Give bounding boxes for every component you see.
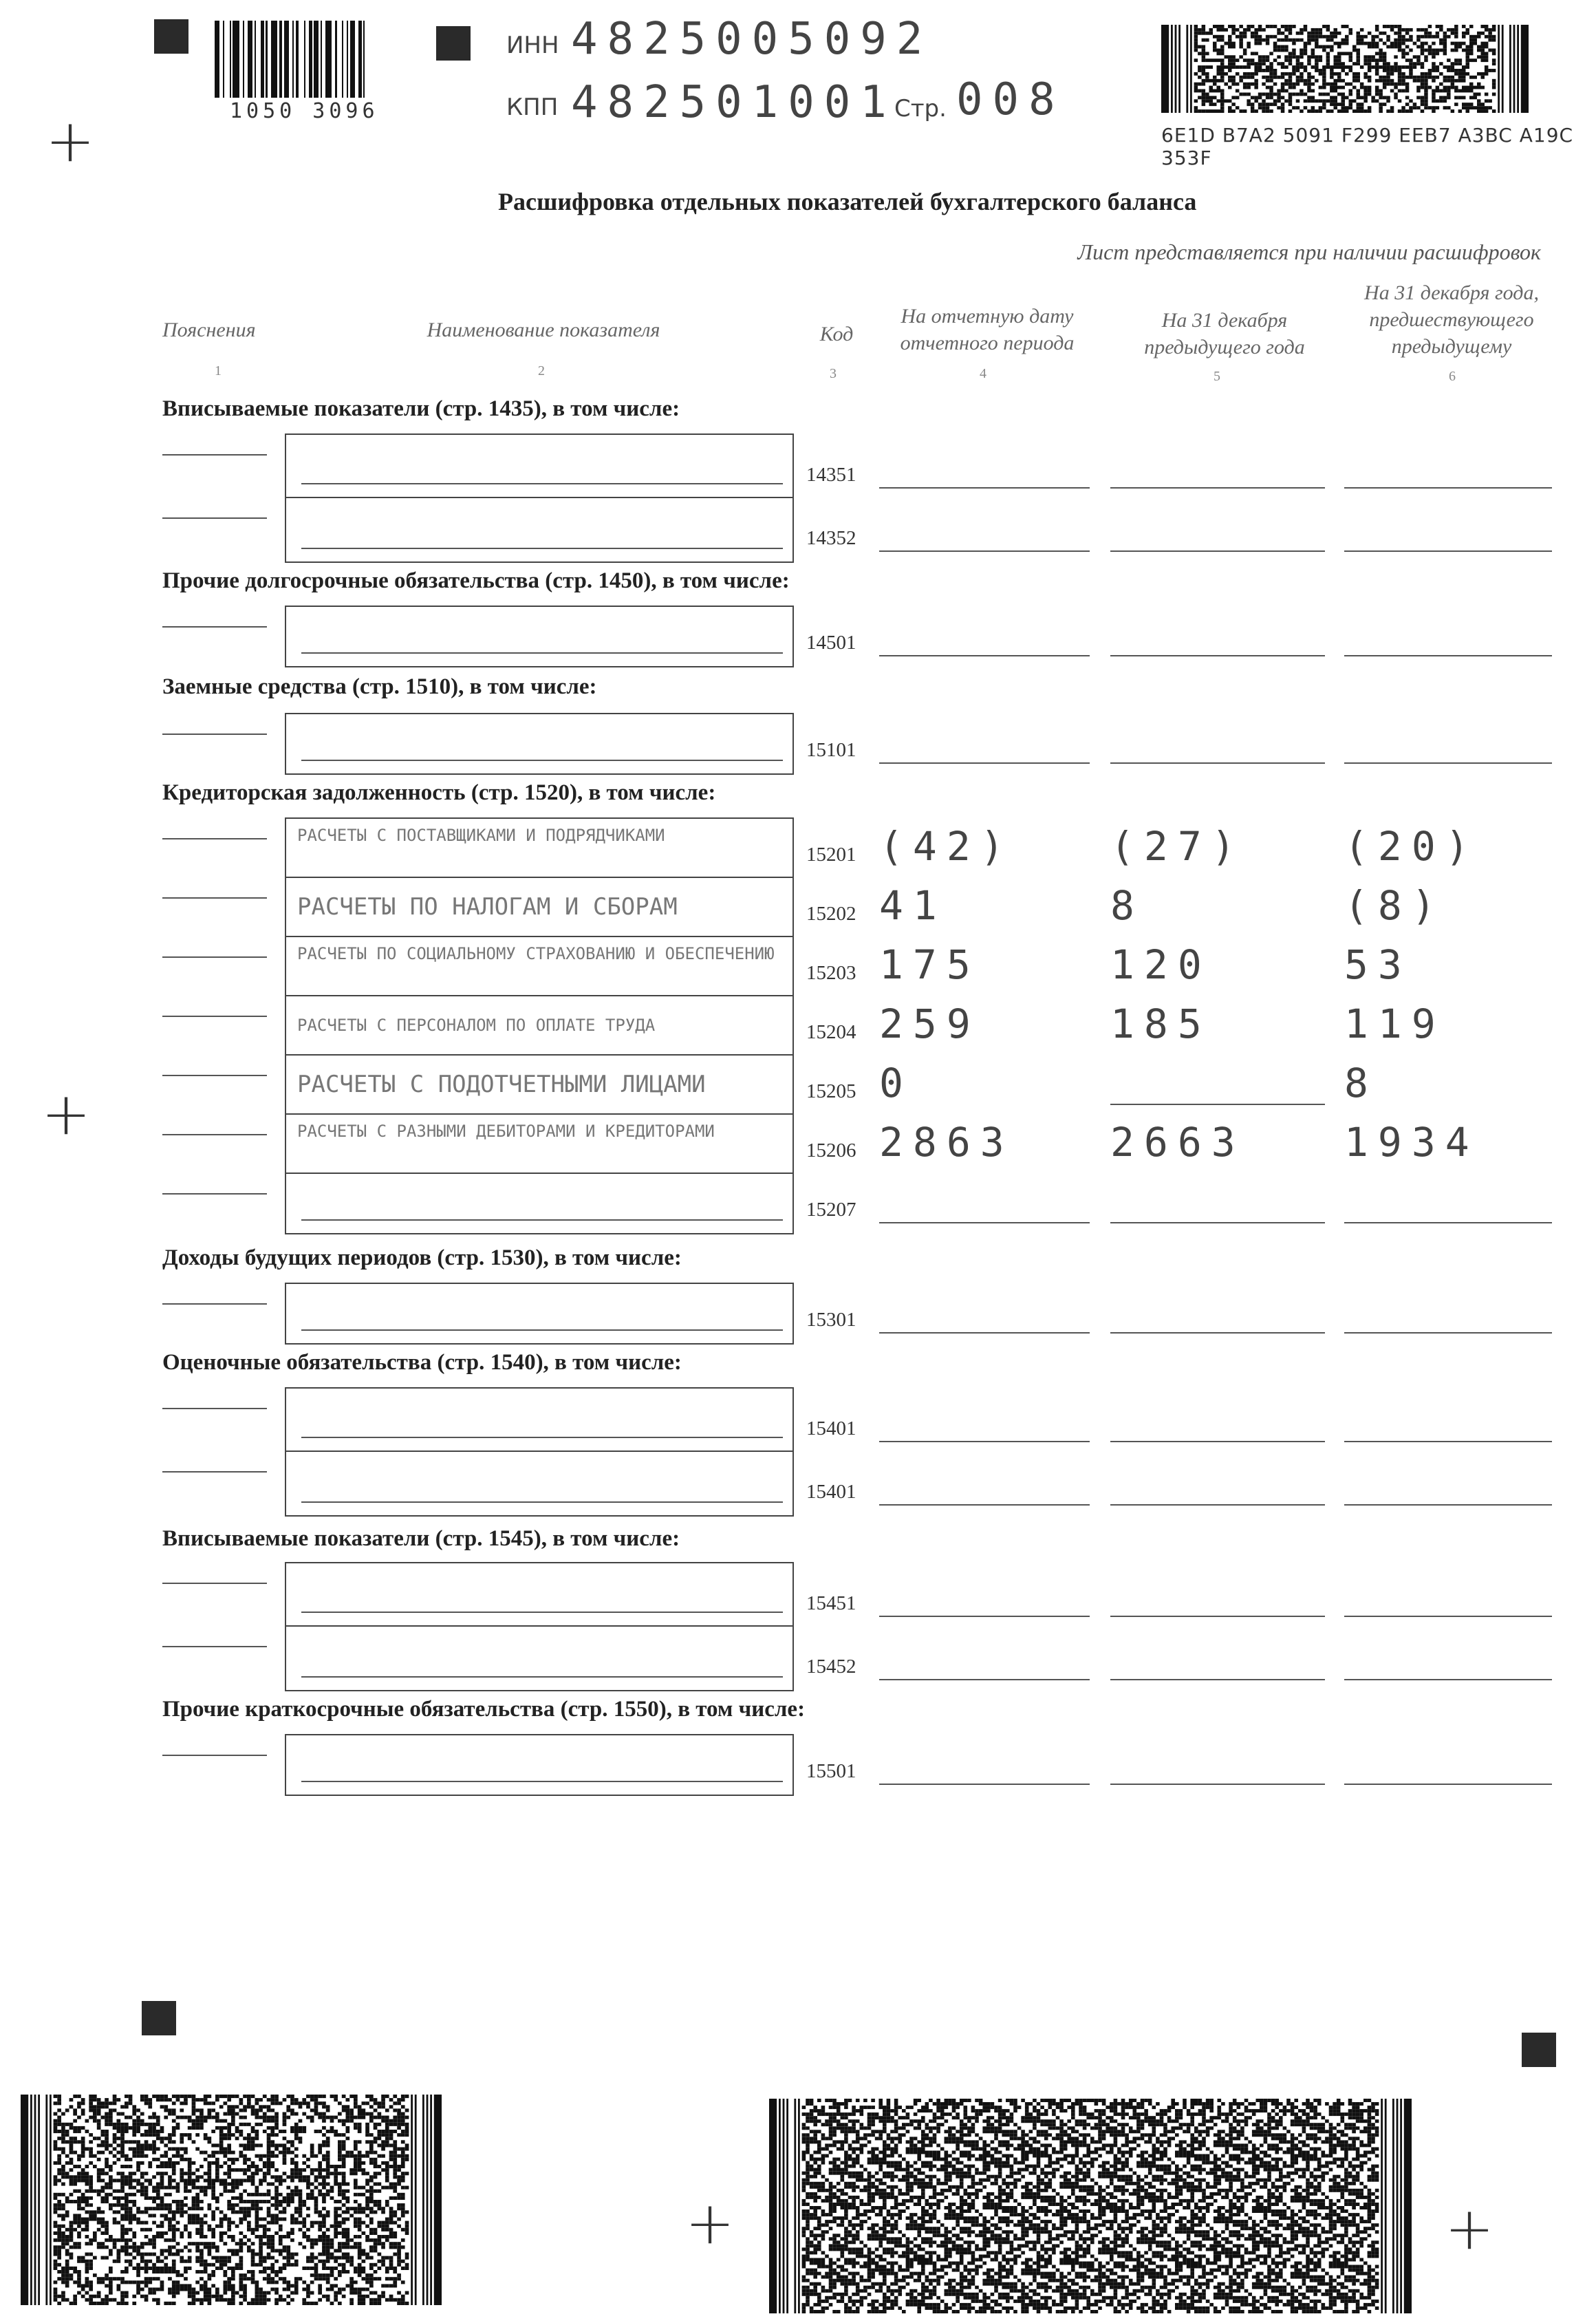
indicator-name-cell[interactable] <box>286 937 792 996</box>
document-hash: 6E1D B7A2 5091 F299 EEB7 A3BC A19C 353F <box>1161 124 1574 169</box>
notes-line[interactable] <box>162 838 267 839</box>
value-line-col-5[interactable] <box>1110 655 1325 656</box>
pdf417-barcode <box>1161 25 1529 113</box>
fill-line <box>301 1676 783 1678</box>
value-line-col-6[interactable] <box>1344 1784 1552 1785</box>
section-title: Прочие долгосрочные обязательства (стр. 1450), в том числе: <box>162 568 790 593</box>
crosshair-mark: + <box>45 107 96 175</box>
value-col-6[interactable]: 53 <box>1344 941 1412 988</box>
indicator-name-box <box>285 713 794 775</box>
notes-line[interactable] <box>162 1303 267 1305</box>
kpp-label: КПП <box>506 94 559 121</box>
indicator-name-cell[interactable] <box>286 996 792 1056</box>
indicator-name: РАСЧЕТЫ ПО НАЛОГАМ И СБОРАМ <box>297 893 678 921</box>
value-line-col-5[interactable] <box>1110 1441 1325 1442</box>
value-col-4[interactable]: 41 <box>879 882 947 929</box>
value-line-col-6[interactable] <box>1344 762 1552 764</box>
value-line-col-5[interactable] <box>1110 550 1325 552</box>
indicator-name-cell[interactable] <box>286 1174 792 1233</box>
notes-line[interactable] <box>162 1755 267 1756</box>
indicator-name-cell[interactable] <box>286 498 792 561</box>
value-line-col-4[interactable] <box>879 1332 1090 1334</box>
value-line-col-5[interactable] <box>1110 1616 1325 1617</box>
column-header-code: Код <box>819 323 854 345</box>
indicator-name-box <box>285 1562 794 1691</box>
line-code: 15207 <box>806 1199 856 1221</box>
value-line-col-4[interactable] <box>879 1504 1090 1506</box>
fill-line <box>301 1219 783 1221</box>
value-line-col-6[interactable] <box>1344 1222 1552 1223</box>
notes-line[interactable] <box>162 1583 267 1584</box>
value-line-col-5[interactable] <box>1110 1104 1325 1105</box>
column-header-current: На отчетную дату отчетного периода <box>900 305 1075 354</box>
indicator-name-cell[interactable] <box>286 1284 792 1343</box>
notes-line[interactable] <box>162 1646 267 1647</box>
value-line-col-4[interactable] <box>879 1784 1090 1785</box>
value-line-col-5[interactable] <box>1110 1222 1325 1223</box>
value-line-col-6[interactable] <box>1344 550 1552 552</box>
line-code: 15401 <box>806 1417 856 1439</box>
value-line-col-5[interactable] <box>1110 1679 1325 1680</box>
value-col-4[interactable]: 0 <box>879 1060 913 1106</box>
notes-line[interactable] <box>162 1193 267 1195</box>
section-title: Кредиторская задолженность (стр. 1520), в том числе: <box>162 780 716 805</box>
indicator-name-cell[interactable] <box>286 819 792 878</box>
notes-line[interactable] <box>162 1075 267 1076</box>
page-subtitle: Лист представляется при наличии расшифровок <box>1077 239 1541 264</box>
line-code: 14352 <box>806 527 856 549</box>
inn-label: ИНН <box>506 32 559 59</box>
notes-line[interactable] <box>162 626 267 628</box>
value-line-col-4[interactable] <box>879 1679 1090 1680</box>
value-line-col-5[interactable] <box>1110 1504 1325 1506</box>
line-code: 15501 <box>806 1760 856 1782</box>
registration-square <box>1522 2033 1556 2067</box>
registration-square <box>154 19 188 54</box>
column-number: 3 <box>830 366 837 381</box>
column-number: 1 <box>215 363 222 378</box>
value-col-5[interactable]: 8 <box>1110 882 1144 929</box>
value-line-col-4[interactable] <box>879 762 1090 764</box>
indicator-name: РАСЧЕТЫ С ПОДОТЧЕТНЫМИ ЛИЦАМИ <box>297 1071 706 1098</box>
fill-line <box>301 1329 783 1331</box>
indicator-name-cell[interactable] <box>286 1389 792 1452</box>
column-number: 2 <box>538 363 545 378</box>
value-col-6[interactable]: 1934 <box>1344 1119 1479 1166</box>
indicator-name-cell[interactable] <box>286 1452 792 1515</box>
value-col-4[interactable]: 175 <box>879 941 980 988</box>
notes-line[interactable] <box>162 1016 267 1017</box>
section-title: Заемные средства (стр. 1510), в том числе: <box>162 674 597 699</box>
indicator-name-cell[interactable] <box>286 714 792 773</box>
value-line-col-6[interactable] <box>1344 1616 1552 1617</box>
column-header-notes: Пояснения <box>162 319 256 341</box>
section-title: Оценочные обязательства (стр. 1540), в том числе: <box>162 1350 682 1375</box>
notes-line[interactable] <box>162 897 267 899</box>
value-line-col-6[interactable] <box>1344 1504 1552 1506</box>
indicator-name-cell[interactable] <box>286 1115 792 1174</box>
indicator-name: РАСЧЕТЫ С РАЗНЫМИ ДЕБИТОРАМИ И КРЕДИТОРАМИ <box>297 1122 715 1141</box>
line-code: 15452 <box>806 1656 856 1678</box>
column-number: 4 <box>980 366 986 381</box>
indicator-name-box <box>285 1283 794 1345</box>
line-code: 15206 <box>806 1139 856 1162</box>
fill-line <box>301 760 783 761</box>
page-value: 008 <box>956 74 1065 125</box>
section-title: Доходы будущих периодов (стр. 1530), в том числе: <box>162 1245 682 1270</box>
fill-line <box>301 1501 783 1503</box>
notes-line[interactable] <box>162 1134 267 1135</box>
column-header-prev-year: На 31 декабря предыдущего года <box>1144 309 1305 358</box>
indicator-name-cell[interactable] <box>286 435 792 498</box>
notes-line[interactable] <box>162 1471 267 1473</box>
value-col-6[interactable]: 8 <box>1344 1060 1378 1106</box>
value-line-col-4[interactable] <box>879 1616 1090 1617</box>
value-line-col-6[interactable] <box>1344 1332 1552 1334</box>
value-line-col-4[interactable] <box>879 655 1090 656</box>
indicator-name: РАСЧЕТЫ ПО СОЦИАЛЬНОМУ СТРАХОВАНИЮ И ОБЕСПЕЧЕНИЮ <box>297 944 775 963</box>
value-col-4[interactable]: (42) <box>879 823 1014 870</box>
column-number: 5 <box>1214 369 1220 384</box>
value-line-col-5[interactable] <box>1110 487 1325 489</box>
fill-line <box>301 652 783 654</box>
column-header-prev-prev-year: На 31 декабря года, предшествующего предыдущему <box>1364 281 1539 358</box>
value-line-col-4[interactable] <box>879 550 1090 552</box>
section-title: Вписываемые показатели (стр. 1545), в том числе: <box>162 1526 680 1551</box>
value-line-col-6[interactable] <box>1344 1441 1552 1442</box>
value-line-col-5[interactable] <box>1110 1332 1325 1334</box>
value-col-5[interactable]: 2663 <box>1110 1119 1245 1166</box>
section-title: Вписываемые показатели (стр. 1435), в том числе: <box>162 396 680 421</box>
line-code: 15451 <box>806 1592 856 1614</box>
indicator-name-cell[interactable] <box>286 607 792 666</box>
line-code: 15202 <box>806 903 856 925</box>
line-code: 15205 <box>806 1080 856 1102</box>
indicator-name-cell[interactable] <box>286 1735 792 1795</box>
value-line-col-5[interactable] <box>1110 762 1325 764</box>
value-line-col-5[interactable] <box>1110 1784 1325 1785</box>
indicator-name-cell[interactable] <box>286 1563 792 1627</box>
line-code: 15401 <box>806 1481 856 1503</box>
value-col-6[interactable]: 119 <box>1344 1000 1445 1047</box>
section-title: Прочие краткосрочные обязательства (стр. 1550), в том числе: <box>162 1697 806 1722</box>
line-code: 15201 <box>806 844 856 866</box>
indicator-name-box <box>285 606 794 667</box>
pdf417-barcode <box>769 2099 1412 2313</box>
page-label: Стр. <box>894 95 947 122</box>
notes-line[interactable] <box>162 1408 267 1409</box>
indicator-name-cell[interactable] <box>286 878 792 937</box>
notes-line[interactable] <box>162 454 267 456</box>
column-header-name: Наименование показателя <box>427 319 660 341</box>
fill-line <box>301 548 783 549</box>
value-line-col-6[interactable] <box>1344 655 1552 656</box>
value-col-5[interactable]: (27) <box>1110 823 1245 870</box>
line-code: 15101 <box>806 739 856 761</box>
crosshair-mark: + <box>1445 2194 1495 2263</box>
notes-line[interactable] <box>162 734 267 735</box>
value-col-5[interactable]: 185 <box>1110 1000 1211 1047</box>
indicator-name: РАСЧЕТЫ С ПОСТАВЩИКАМИ И ПОДРЯДЧИКАМИ <box>297 826 665 845</box>
linear-barcode <box>215 21 407 98</box>
crosshair-mark: + <box>685 2189 735 2258</box>
column-number: 6 <box>1449 369 1456 384</box>
indicator-name-cell[interactable] <box>286 1056 792 1115</box>
value-col-5[interactable]: 120 <box>1110 941 1211 988</box>
line-code: 14351 <box>806 464 856 486</box>
kpp-value: 482501001 <box>571 77 896 128</box>
fill-line <box>301 1781 783 1782</box>
indicator-name-box <box>285 817 794 1234</box>
fill-line <box>301 1612 783 1613</box>
value-line-col-6[interactable] <box>1344 1679 1552 1680</box>
notes-line[interactable] <box>162 956 267 958</box>
value-line-col-4[interactable] <box>879 1441 1090 1442</box>
fill-line <box>301 1437 783 1438</box>
line-code: 15301 <box>806 1309 856 1331</box>
crosshair-mark: + <box>41 1080 91 1148</box>
registration-square <box>142 2001 176 2035</box>
value-line-col-4[interactable] <box>879 1222 1090 1223</box>
value-line-col-4[interactable] <box>879 487 1090 489</box>
line-code: 15204 <box>806 1021 856 1043</box>
value-col-6[interactable]: (8) <box>1344 882 1445 929</box>
barcode-number: 1050 3096 <box>230 99 379 123</box>
value-col-6[interactable]: (20) <box>1344 823 1479 870</box>
registration-square <box>436 26 471 61</box>
pdf417-barcode <box>21 2095 442 2305</box>
indicator-name: РАСЧЕТЫ С ПЕРСОНАЛОМ ПО ОПЛАТЕ ТРУДА <box>297 1016 656 1035</box>
indicator-name-box <box>285 1734 794 1796</box>
indicator-name-cell[interactable] <box>286 1627 792 1690</box>
line-code: 15203 <box>806 962 856 984</box>
page-title: Расшифровка отдельных показателей бухгалтерского баланса <box>498 188 1197 215</box>
value-col-4[interactable]: 259 <box>879 1000 980 1047</box>
value-line-col-6[interactable] <box>1344 487 1552 489</box>
fill-line <box>301 483 783 484</box>
value-col-4[interactable]: 2863 <box>879 1119 1014 1166</box>
line-code: 14501 <box>806 632 856 654</box>
indicator-name-box <box>285 1387 794 1517</box>
inn-value: 4825005092 <box>571 14 933 65</box>
indicator-name-box <box>285 433 794 563</box>
notes-line[interactable] <box>162 517 267 519</box>
